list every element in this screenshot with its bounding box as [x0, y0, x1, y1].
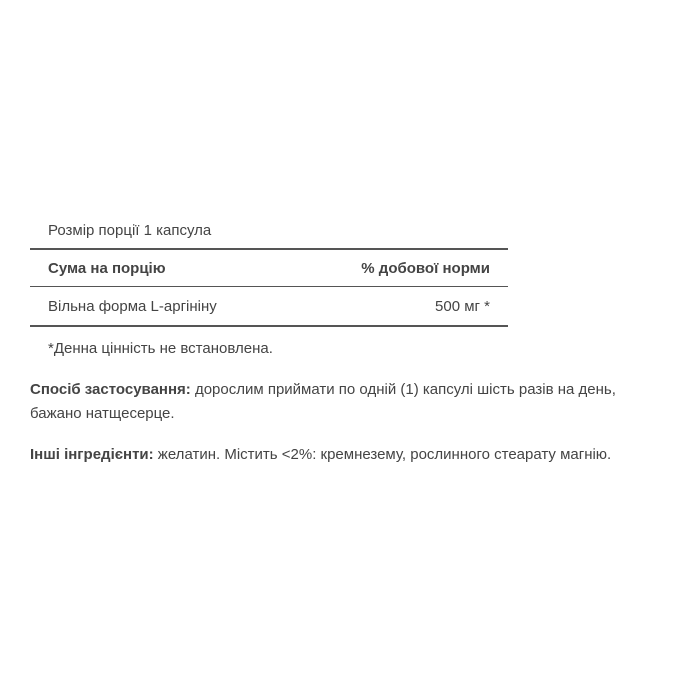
usage-label: Спосіб застосування:: [30, 381, 191, 398]
facts-header-row: [30, 250, 508, 287]
ingredient-amount: 500 мг *: [435, 297, 490, 315]
usage-text: дорослим приймати по одній (1) капсулі шість разів на день, бажано натщесерце.: [30, 381, 616, 422]
amount-per-serving-header: Сума на порцію: [48, 259, 166, 277]
ingredient-name: Вільна форма L-аргініну: [48, 297, 217, 315]
serving-size-text: Розмір порції 1 капсула: [48, 221, 212, 239]
ingredient-row: [30, 287, 508, 327]
supplement-facts-table: [30, 212, 508, 327]
other-ingredients-text: желатин. Містить <2%: кремнезему, рослинного стеарату магнію.: [153, 446, 612, 463]
usage-paragraph: [30, 378, 670, 426]
other-ingredients-label: Інші інгредієнти:: [30, 446, 154, 463]
daily-value-header: % добової норми: [361, 259, 490, 277]
daily-value-footnote: *Денна цінність не встановлена.: [48, 340, 273, 357]
other-ingredients-paragraph: [30, 443, 670, 467]
serving-size-row: [30, 212, 508, 250]
